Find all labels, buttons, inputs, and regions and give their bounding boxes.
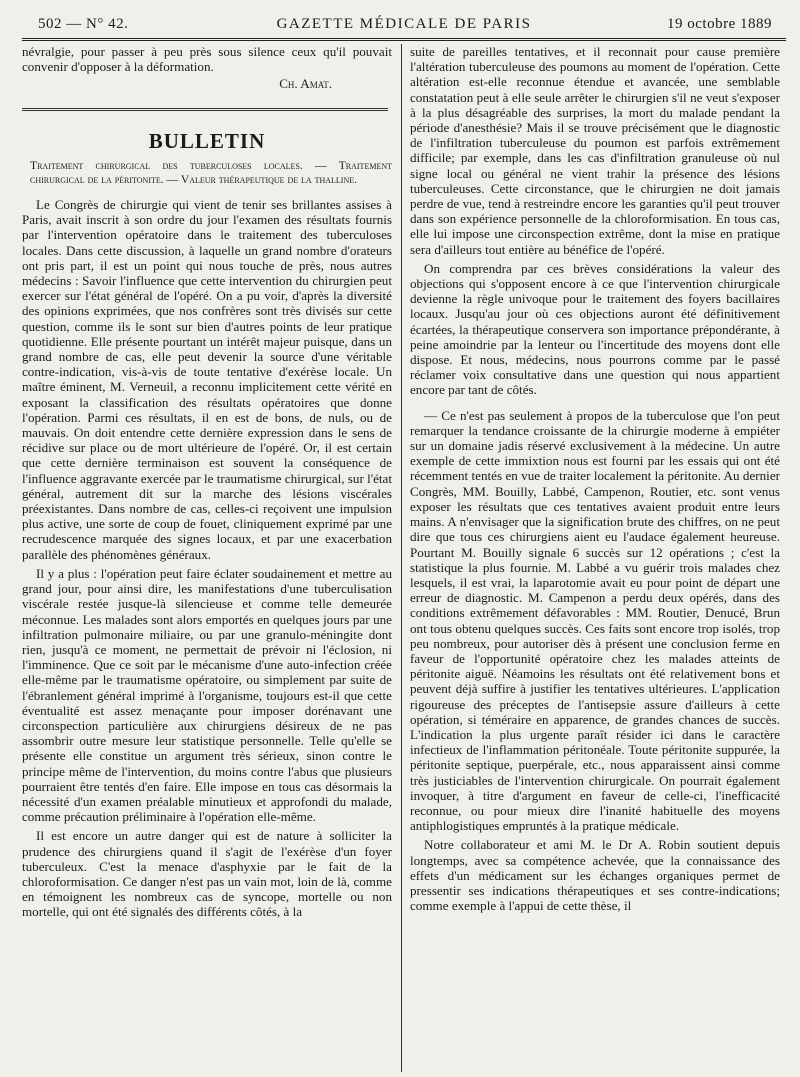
column-divider	[401, 44, 402, 1072]
bulletin-paragraph: Il est encore un autre danger qui est de nature à solliciter la prudence des chirurgiens quand il s'agit de l'exérèse d'un foyer tuberculeux. C'est la menace d'asphyxie par le fait de la chloroformisation. Ce danger n'est pas un vain mot, loin de là, comme en témoignent les nombreux cas de syncope, mortelle ou non mortelle, qui ont été signalés des différents côtés, à la	[22, 828, 392, 920]
page-number: 502 — N° 42.	[38, 16, 129, 32]
right-column	[410, 44, 780, 913]
bulletin-paragraph: Le Congrès de chirurgie qui vient de tenir ses brillantes assises à Paris, avait inscrit à son ordre du jour l'examen des résultats fournis par l'intervention opératoire dans le traitement des tuberculoses locales. Dans cette discussion, à laquelle un grand nombre d'orateurs ont pris part, il est un point qui nous touche de près, nous autres médecins : Savoir l'influence que cette intervention du chirurgien peut exercer sur l'état général de l'opéré. On a pu voir, d'après la diversité des opinions exprimées, que nos confrères sont très divisés sur cette question, comme ils le sont sur bien d'autres points de leur pratique quotidienne. Elle présente pourtant un intérêt majeur puisque, dans un grand nombre de cas, elle peut devenir la source d'une véritable contre-indication, vis-à-vis de toute tentative d'exérèse locale. Un maître éminent, M. Verneuil, a reconnu implicitement cette vérité en exposant la classification des résultats opératoires que donne l'opération. Parmi ces résultats, il en est de bons, de nuls, ou de mauvais. On doit entendre cette dernière expression dans le sens de récidive sur place ou de mort ultérieure de l'opéré. Or, il est certain que cette dernière terminaison est souvent la conséquence de l'influence aggravante exercée par le traumatisme chirurgical, sur l'état général, autrement dit sur la marche des lésions viscérales préexistantes. Dans nombre de cas, celles-ci reçoivent une impulsion plus active, une sorte de coup de fouet, cliniquement exprimé par une recrudescence marquée des signes locaux, et par une exacerbation parallèle des phénomènes généraux.	[22, 197, 392, 562]
bulletin-heading: BULLETIN	[148, 128, 266, 153]
bulletin-paragraph: suite de pareilles tentatives, et il reconnait pour cause première l'altération tuberculeuse des poumons au moment de l'opération. Cette altération est-elle reconnue étendue et avancée, une semblable constatation peut à elle seule arrêter le chirurgien s'il ne veut s'exposer à la plus désagréable des surprises, la mort du malade pendant la période d'anesthésie? Mais il se trouve précisément que le diagnostic de l'infiltration tuberculeuse du poumon est parfois extrêmement difficile; par exemple, dans les cas d'infiltration granuleuse où nul signe local ou général ne vient trahir la présence des lésions tuberculeuses. Cette circonstance, que le chirurgien ne doit jamais perdre de vue, tend à restreindre encore les garanties qu'il peut trouver dans son expérience personnelle de la chloroformisation. En tous cas, elle lui impose une circonspection extrême, dont la mise en pratique sera d'ailleurs tout entière au bénéfice de l'opéré.	[410, 44, 780, 257]
issue-date: 19 octobre 1889	[667, 16, 772, 32]
article-signature: Ch. Amat.	[279, 76, 332, 92]
bulletin-summary: Traitement chirurgical des tuberculoses locales. — Traitement chirurgical de la péritonite. — Valeur thérapeutique de la thalline.	[30, 158, 392, 186]
previous-article-ending: névralgie, pour passer à peu près sous silence ceux qu'il pouvait convenir d'opposer à la déformation.	[22, 44, 392, 75]
left-column	[22, 44, 392, 920]
journal-title: GAZETTE MÉDICALE DE PARIS	[276, 16, 532, 32]
header-rule	[22, 38, 786, 41]
bulletin-paragraph: — Ce n'est pas seulement à propos de la tuberculose que l'on peut remarquer la tendance croissante de la chirurgie moderne à empiéter sur un domaine jadis réservé exclusivement à la médecine. Un autre exemple de cette immixtion nous est fourni par les essais qui ont été récemment tentés en vue de traiter localement la péritonite. Au dernier Congrès, MM. Bouilly, Labbé, Campenon, Routier, etc. sont venus exposer les résultats que ces tentatives avaient produit entre leurs mains. A n'envisager que la signification brute des chiffres, on ne peut dire que tous ces chirurgiens aient eu l'audace également heureuse. Pourtant M. Bouilly signale 6 succès sur 12 opérations ; c'est la statistique la plus fournie. M. Labbé a vu guérir trois malades chez lesquels, il est vrai, la laparotomie avait eu pour point de départ une erreur de diagnostic. M. Campenon a perdu deux opérés, dans des conditions extrêmement défavorables : MM. Routier, Denucé, Brun ont tous obtenu quelques succès. Ces faits sont encore trop isolés, trop peu nombreux, pour autoriser dès à présent une conclusion ferme en faveur de l'opportunité opératoire chez les malades atteints de péritonite aiguë. Néamoins les résultats ont été relativement bons et peuvent déjà suffire à justifier les tentatives ultérieures. L'application rigoureuse des préceptes de l'antisepsie assure d'ailleurs à cette opération, si téméraire en apparence, de grandes chances de succès. L'indication la plus urgente paraît résider ici dans le caractère infectieux de l'inflammation péritonéale. Toute péritonite suppurée, la péritonite septique, puerpérale, etc., nous apparaissent ainsi comme très justiciables de l'intervention chirurgicale. On pourrait également invoquer, à titre d'argument en faveur de celle-ci, l'inefficacité reconnue, ou pour mieux dire l'inanité habituelle des moyens antiphlogistiques empruntés à la pratique médicale.	[410, 407, 780, 834]
section-divider	[22, 108, 388, 111]
bulletin-paragraph: Il y a plus : l'opération peut faire éclater soudainement et mettre au grand jour, pour ainsi dire, les manifestations d'une tuberculisation viscérale restée jusque-là silencieuse et comme telle demeurée méconnue. Les malades sont alors emportés en quelques jours par une infiltration pulmonaire miliaire, ou par une granulo-méningite dont rien, jusqu'à ce moment, ne permettait de prévoir ni l'éclosion, ni l'imminence. Que ce soit par le mécanisme d'une auto-infection créée elle-même par le traumatisme opératoire, ou simplement par suite de l'ébranlement général imprimé à l'organisme, toujours est-il que cette éventualité est assez menaçante pour imposer dorénavant une circonspection particulière aux chirurgiens désireux de ne pas assombrir outre mesure leur statistique personnelle. Telle qu'elle se présente elle constitue un argument très sérieux, sinon contre le principe même de l'intervention, du moins contre l'abus que plusieurs pourraient être tentés d'en faire. Elle impose en tous cas désormais la nécessité d'un examen préalable minutieux et approfondi du malade, comme précaution préliminaire à l'opération elle-même.	[22, 565, 392, 825]
running-head	[28, 12, 780, 34]
bulletin-paragraph: Notre collaborateur et ami M. le Dr A. Robin soutient depuis longtemps, avec sa compétence achevée, que la connaissance des effets d'un médicament sur les échanges organiques permet de pressentir ses indications thérapeutiques et ses contre-indications; comme exemple à l'appui de cette thèse, il	[410, 837, 780, 914]
bulletin-paragraph: On comprendra par ces brèves considérations la valeur des objections qui s'opposent encore à ce que l'intervention chirurgicale devienne la règle univoque pour le traitement des foyers bacillaires locaux. Jusqu'au jour où ces objections auront été définitivement écartées, la thérapeutique conservera son importance prépondérante, à peine amoindrie par la lenteur ou l'incertitude des moyens dont elle dispose. Et nous, médecins, nous pourrons comme par le passé réclamer voix consultative dans une question qui nous appartient encore par tant de côtés.	[410, 260, 780, 398]
